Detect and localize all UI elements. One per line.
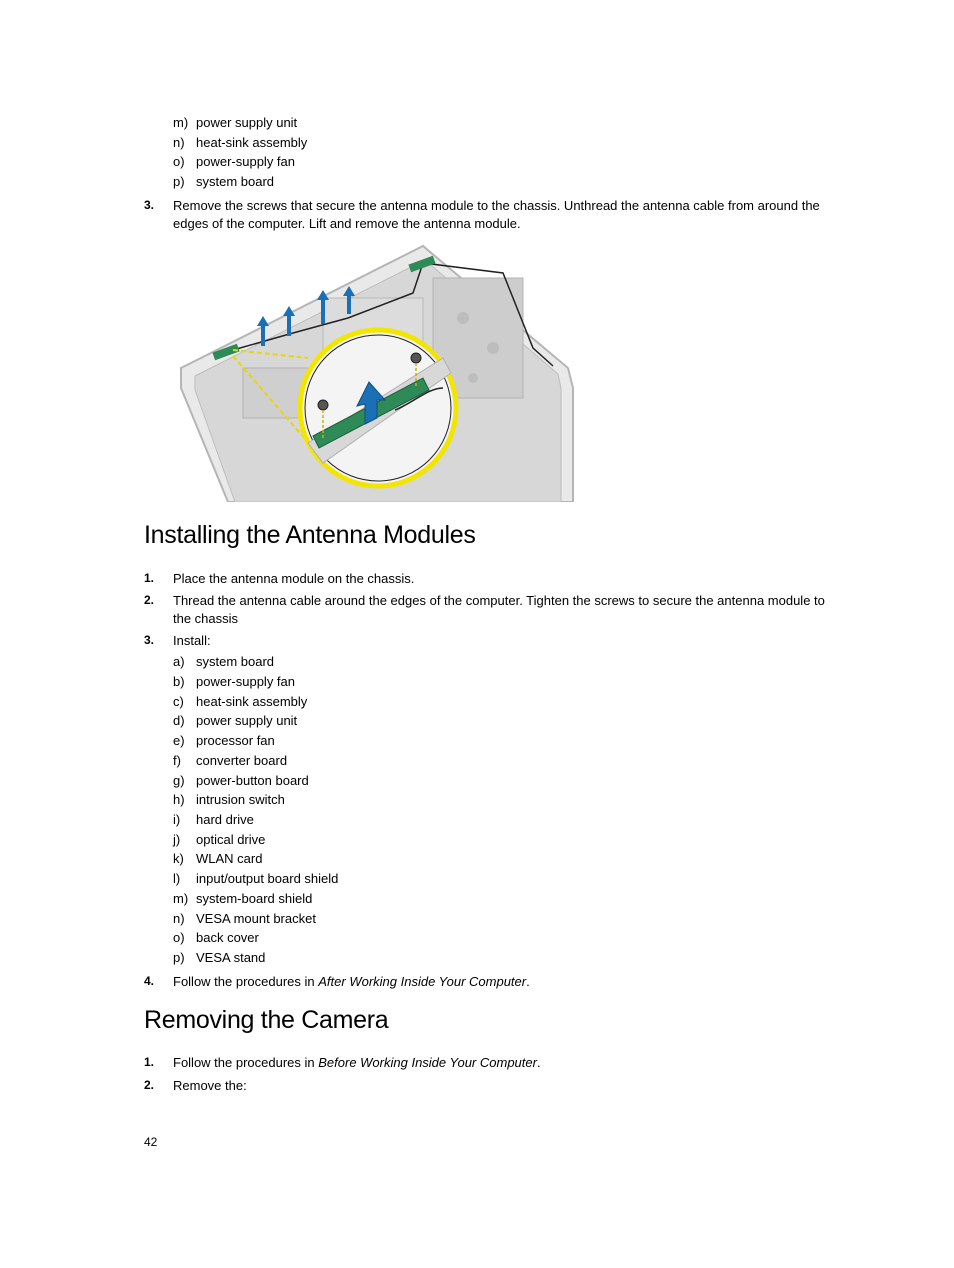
section-heading-installing: Installing the Antenna Modules — [144, 521, 476, 549]
screw-icon — [411, 353, 421, 363]
antenna-diagram — [173, 238, 585, 502]
list-item: b) power-supply fan — [173, 674, 295, 689]
procedure-link[interactable]: After Working Inside Your Computer — [318, 974, 527, 989]
list-item: m) system-board shield — [173, 891, 313, 906]
page-number: 42 — [144, 1135, 158, 1149]
chassis-hole — [468, 373, 478, 383]
antenna-removal-illustration — [173, 238, 585, 502]
list-item: l) input/output board shield — [173, 871, 339, 886]
chassis-hole — [457, 312, 469, 324]
list-item: o) back cover — [173, 930, 259, 945]
procedure-link[interactable]: Before Working Inside Your Computer — [318, 1055, 537, 1070]
list-item: c) heat-sink assembly — [173, 694, 308, 709]
screw-icon — [318, 400, 328, 410]
list-item: f) converter board — [173, 753, 288, 768]
list-item: d) power supply unit — [173, 713, 298, 728]
section-heading-removing-camera: Removing the Camera — [144, 1006, 389, 1034]
list-item: g) power-button board — [173, 773, 309, 788]
chassis-hole — [487, 342, 499, 354]
list-item: o) power-supply fan — [173, 154, 295, 169]
list-item: h) intrusion switch — [173, 792, 285, 807]
list-item: j) optical drive — [173, 832, 266, 847]
list-item: m) power supply unit — [173, 115, 298, 130]
list-item: e) processor fan — [173, 733, 275, 748]
list-item: i) hard drive — [173, 812, 254, 827]
list-item: n) heat-sink assembly — [173, 135, 308, 150]
list-item: n) VESA mount bracket — [173, 911, 316, 926]
list-item: k) WLAN card — [173, 851, 263, 866]
list-item: a) system board — [173, 654, 275, 669]
list-item: p) system board — [173, 174, 275, 189]
list-item: p) VESA stand — [173, 950, 266, 965]
